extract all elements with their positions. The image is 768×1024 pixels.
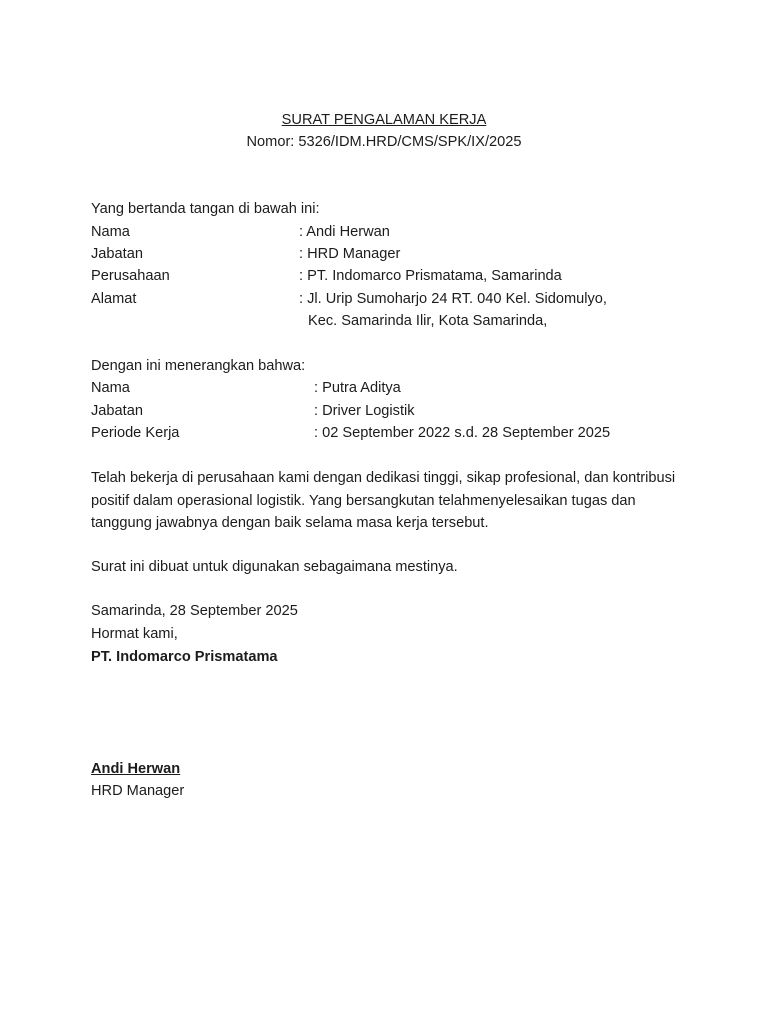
signer-company-value: : PT. Indomarco Prismatama, Samarinda [299, 268, 562, 284]
signer-address-line1: : Jl. Urip Sumoharjo 24 RT. 040 Kel. Sidomulyo, [299, 291, 607, 307]
letter-number: Nomor: 5326/IDM.HRD/CMS/SPK/IX/2025 [246, 134, 522, 150]
subject-intro: Dengan ini menerangkan bahwa: [91, 358, 306, 374]
subject-position-label: Jabatan [91, 403, 143, 419]
signatory-title: HRD Manager [91, 783, 185, 799]
body-paragraph-1: Telah bekerja di perusahaan kami dengan dedikasi tinggi, sikap profesional, dan kontribusi positif dalam operasional logistik. Yang bersangkutan telahmenyelesaikan tugas dan tanggung jawabnya dengan baik selama masa kerja tersebut. [91, 470, 676, 531]
closing-place-date: Samarinda, 28 September 2025 [91, 603, 298, 619]
signatory-name: Andi Herwan [91, 761, 181, 777]
signer-intro: Yang bertanda tangan di bawah ini: [91, 201, 320, 217]
signer-name-label: Nama [91, 224, 130, 240]
signer-company-label: Perusahaan [91, 268, 170, 284]
signer-address-line2: Kec. Samarinda Ilir, Kota Samarinda, [308, 313, 548, 329]
subject-position-value: : Driver Logistik [314, 403, 415, 419]
signer-position-label: Jabatan [91, 246, 143, 262]
signer-name-text: : Andi Herwan [299, 224, 390, 240]
signer-name-value [299, 225, 390, 240]
letter-title: SURAT PENGALAMAN KERJA [281, 112, 487, 128]
signer-position-value: : HRD Manager [299, 246, 401, 262]
signer-address-label: Alamat [91, 291, 137, 307]
body-paragraph-2: Surat ini dibuat untuk digunakan sebagaimana mestinya. [91, 559, 458, 575]
subject-period-label: Periode Kerja [91, 425, 180, 441]
subject-name-label: Nama [91, 380, 130, 396]
closing-company: PT. Indomarco Prismatama [91, 649, 278, 665]
subject-name-value: : Putra Aditya [314, 380, 401, 396]
closing-regards: Hormat kami, [91, 626, 178, 642]
subject-period-value: : 02 September 2022 s.d. 28 September 2025 [314, 425, 611, 441]
